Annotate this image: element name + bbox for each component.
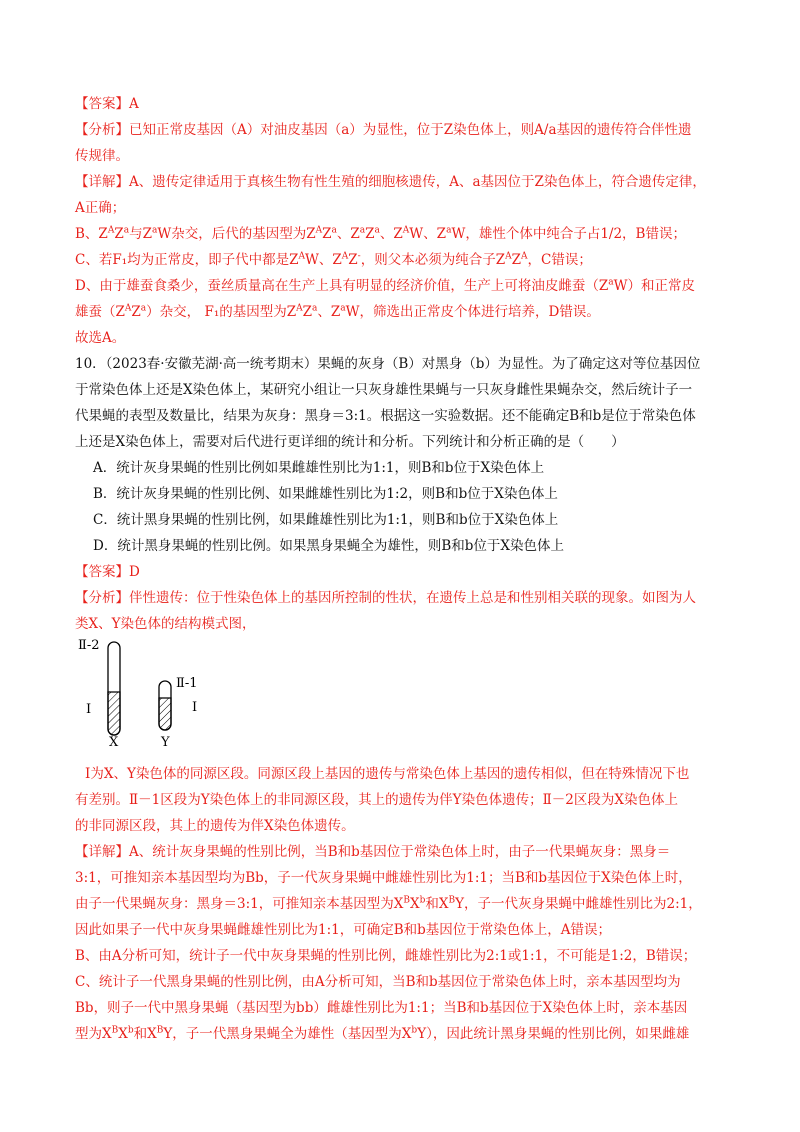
q10-detail-line-7: Bb，则子一代中黑身果蝇（基因型为bb）雌雄性别比为1:1；当B和b基因位于X染色体上时，亲本基因 [75, 1000, 688, 1016]
q10-figure-text-2: 有差别。Ⅱ－1区段为Y染色体上的非同源区段，其上的遗传为伴Y染色体遗传；Ⅱ－2区段为X染色体上 [75, 792, 678, 808]
q10-option-d: D．统计黑身果蝇的性别比例。如果黑身果蝇全为雄性，则B和b位于X染色体上 [93, 538, 564, 554]
q10-detail-line-3: 由子一代果蝇灰身：黑身＝3:1，可推知亲本基因型为$X^BX^b$和$X^BY$，子一代灰身果蝇中雌雄性别比为2:1， [75, 895, 702, 912]
label-i-y: Ⅰ [192, 700, 198, 715]
label-ii-2: Ⅱ-2 [78, 638, 100, 653]
q10-detail-line-2: 3:1，可推知亲本基因型均为Bb，子一代灰身果蝇中雌雄性别比为1:1；当B和b基因位于X染色体上时， [75, 870, 692, 886]
label-x: X [109, 735, 119, 750]
q10-detail-line-1: 【详解】A、统计灰身果蝇的性别比例，当B和b基因位于常染色体上时，由子一代果蝇灰身：黑身＝ [75, 844, 671, 860]
q10-stem-line-4: 上还是X染色体上，需要对后代进行更详细的统计和分析。下列统计和分析正确的是（ ） [75, 434, 625, 450]
xy-chromosome-svg [78, 640, 218, 755]
label-y: Y [161, 735, 170, 750]
xy-chromosome-diagram [78, 640, 218, 755]
x-homologous-segment [108, 692, 120, 735]
q9-option-c-explanation: C、若F₁均为正常皮，即子代中都是$Z^AW$、$Z^AZ^-$，则父本必须为纯合子$Z^AZ^A$，C错误； [75, 251, 592, 268]
q9-analysis-line-2: 传规律。 [75, 148, 129, 164]
q9-conclusion: 故选A。 [75, 330, 126, 346]
q10-option-b: B．统计灰身果蝇的性别比例、如果雌雄性别比为1:2，则B和b位于X染色体上 [93, 486, 558, 502]
q9-option-d-explanation-1: D、由于雄蚕食桑少，蚕丝质量高在生产上具有明显的经济价值，生产上可将油皮雌蚕$(Z^aW)$和正常皮 [75, 277, 695, 294]
label-ii-1: Ⅱ-1 [176, 676, 198, 691]
q10-stem-line-3: 代果蝇的表型及数量比，结果为灰身：黑身＝3:1。根据这一实验数据。还不能确定B和b是位于常染色体 [75, 408, 696, 424]
q9-detail-line-2: A正确； [75, 200, 126, 216]
q9-option-d-explanation-2: 雄蚕$(Z^AZ^a)$杂交， F₁的基因型为$Z^AZ^a$、$Z^aW$，筛选出正常皮个体进行培养，D错误。 [75, 303, 600, 320]
label-i-x: Ⅰ [86, 702, 92, 717]
q10-option-a: A．统计灰身果蝇的性别比例如果雌雄性别比为1:1，则B和b位于X染色体上 [93, 460, 545, 476]
q10-answer: 【答案】D [75, 564, 140, 580]
q10-stem-line-2: 于常染色体上还是X染色体上，某研究小组让一只灰身雄性果蝇与一只灰身雌性果蝇杂交，然后统计子一 [75, 382, 693, 398]
q10-analysis-line-2: 类X、Y染色体的结构模式图， [75, 616, 256, 632]
y-homologous-segment [159, 698, 171, 730]
q9-option-b-explanation: B、$Z^AZ^a$与$Z^aW$杂交，后代的基因型为$Z^AZ^a$、$Z^aZ^a$、$Z^AW$、$Z^aW$，雄性个体中纯合子占1/2，B错误； [75, 225, 686, 242]
q10-detail-line-8: 型为$X^BX^b$和$X^BY$，子一代黑身果蝇全为雄性（基因型为$X^bY$），因此统计黑身果蝇的性别比例，如果雌雄 [75, 1025, 690, 1042]
q10-detail-line-5: B、由A分析可知，统计子一代中灰身果蝇的性别比例，雌雄性别比为2:1或1:1，不可能是1:2，B错误； [75, 948, 697, 964]
q9-answer: 【答案】A [75, 96, 139, 112]
q10-detail-line-4: 因此如果子一代中灰身果蝇雌雄性别比为1:1，可确定B和b基因位于常染色体上，A错误； [75, 922, 612, 938]
q10-detail-line-6: C、统计子一代黑身果蝇的性别比例，由A分析可知，当B和b基因位于常染色体上时，亲本基因型均为 [75, 974, 681, 990]
q10-figure-text-3: 的非同源区段，其上的遗传为伴X染色体遗传。 [75, 818, 355, 834]
q10-option-c: C．统计黑身果蝇的性别比例，如果雌雄性别比为1:1，则B和b位于X染色体上 [93, 512, 559, 528]
q9-detail-line-1: 【详解】A、遗传定律适用于真核生物有性生殖的细胞核遗传，A、a基因位于Z染色体上，符合遗传定律， [75, 174, 706, 190]
q10-stem-line-1: 10．（2023春·安徽芜湖·高一统考期末）果蝇的灰身（B）对黑身（b）为显性。为了确定这对等位基因位 [75, 356, 701, 372]
q9-analysis-line-1: 【分析】已知正常皮基因（A）对油皮基因（a）为显性，位于Z染色体上，则A/a基因的遗传符合伴性遗 [75, 122, 692, 138]
q10-analysis-line-1: 【分析】伴性遗传：位于性染色体上的基因所控制的性状，在遗传上总是和性别相关联的现象。如图为人 [75, 590, 696, 606]
q10-figure-text-1: Ⅰ为X、Y染色体的同源区段。同源区段上基因的遗传与常染色体上基因的遗传相似，但在特殊情况下也 [85, 766, 690, 782]
